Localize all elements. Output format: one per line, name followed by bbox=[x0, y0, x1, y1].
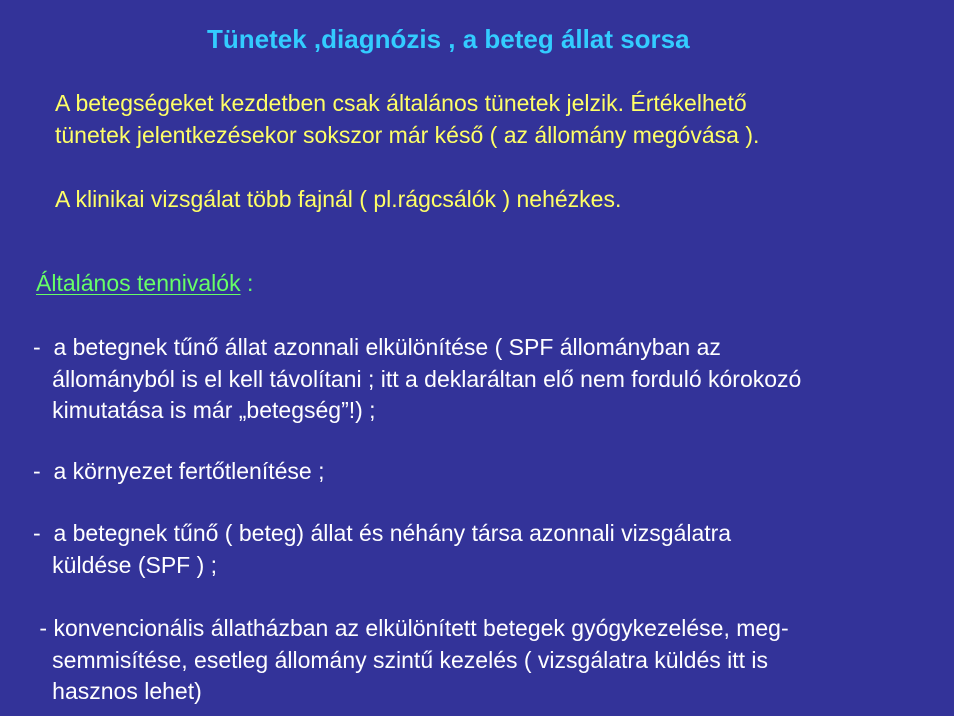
task-item-treatment bbox=[33, 613, 789, 708]
section-heading bbox=[36, 268, 253, 298]
task-line: hasznos lehet) bbox=[33, 678, 202, 704]
section-heading-text: Általános tennivalók bbox=[36, 270, 241, 296]
task-line: küldése (SPF ) ; bbox=[33, 551, 218, 578]
intro-line-1: A betegségeket kezdetben csak általános tünetek jelzik. Értékelhető bbox=[55, 90, 747, 116]
intro-line-2: tünetek jelentkezésekor sokszor már késő ( az állomány megóvása ). bbox=[55, 122, 760, 148]
task-line: semmisítése, esetleg állomány szintű kezelés ( vizsgálatra küldés itt is bbox=[33, 646, 769, 673]
task-line: - a környezet fertőtlenítése ; bbox=[33, 458, 325, 484]
task-line: kimutatása is már „betegség”!) ; bbox=[33, 397, 376, 423]
task-line: - konvencionális állatházban az elkülönített betegek gyógykezelése, meg- bbox=[33, 615, 789, 641]
slide-title: Tünetek ,diagnózis , a beteg állat sorsa bbox=[207, 24, 690, 54]
task-item-disinfection bbox=[33, 456, 324, 488]
task-line: - a betegnek tűnő ( beteg) állat és néhány társa azonnali vizsgálatra bbox=[33, 520, 732, 546]
task-item-lab-submission bbox=[33, 518, 731, 581]
task-line: állományból is el kell távolítani ; itt a deklaráltan elő nem forduló kórokozó bbox=[33, 365, 802, 392]
intro-clinical-note: A klinikai vizsgálat több fajnál ( pl.rágcsálók ) nehézkes. bbox=[55, 186, 622, 212]
section-heading-suffix: : bbox=[240, 270, 254, 296]
task-line: - a betegnek tűnő állat azonnali elkülönítése ( SPF állományban az bbox=[33, 334, 721, 360]
task-item-isolation bbox=[33, 332, 801, 427]
